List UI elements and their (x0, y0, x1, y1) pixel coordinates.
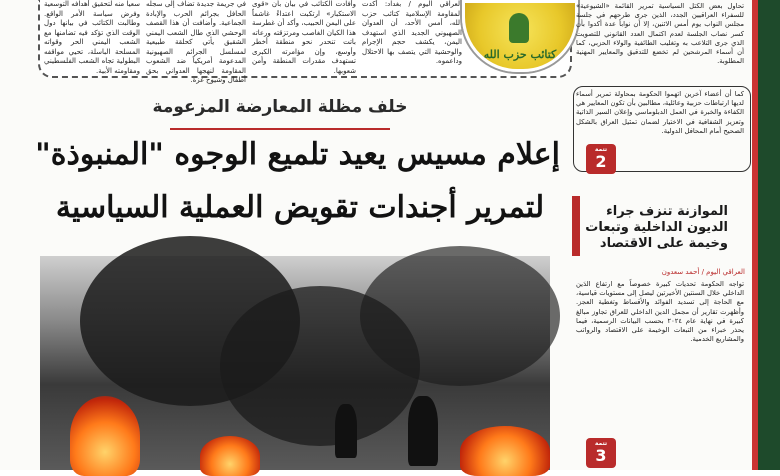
fire (200, 436, 260, 476)
top-column-2: في جريمة جديدة تضاف إلى سجله الحافل بجرائم الحرب والإبادة الجماعية. وأضافت أن هذا القصف الوحشي الذي طال الشعب اليمني الشقيق يأتي كحلقة طبيعية لمسلسل الجرائم الصهيونية المدعومة أمريكياً ضد الشعوب المقاومة لنهجها العدواني بحق أطفال وشيوخ غزة. (146, 0, 246, 84)
headline-line-2: لتمرير أجندات تقويض العملية السياسية (55, 190, 545, 225)
side-article-byline: العراقي اليوم / أحمد سعدون (661, 268, 745, 276)
top-column-4: العراقي اليوم / بغداد: أكدت المقاومة الإسلامية كتائب حزب الله، أمس الأحد، أن العدوان الصهيوني الجديد الذي استهدف اليمن، يكشف حجم الإجرام والوحشية التي يتصف بها الاحتلال وداعموه. (362, 0, 462, 65)
continued-page-number: 3 (595, 446, 607, 465)
subheadline: خلف مظلة المعارضة المزعومة (152, 97, 408, 117)
continued-label: تتمة (594, 146, 608, 153)
fire (70, 396, 140, 476)
person-figure (408, 396, 438, 466)
top-column-1: سعيا منه لتحقيق أهدافه التوسعية وفرض سياسة الأمر الواقع. وطالبت الكتائب في بيانها دول الوقت الذي تؤكد فيه تضامنها مع الشعب اليمني الحر وقواته المسلحة الباسلة، تحيي مواقفه البطولية تجاه الشعب الفلسطيني ومقاومته الأبية. (44, 0, 140, 75)
continued-badge-2 (586, 438, 616, 468)
headline-line-1: إعلام مسيس يعيد تلميع الوجوه "المنبوذة" (35, 137, 560, 172)
top-column-3: وأفادت الكتائب في بيان بأن «قوى الاستكبار» ارتكبت اعتداءً غاشماً على اليمن الحبيب، وأكد أن غطرسة هذا الكيان الغاصب ومرتزقته ورعاته باتت تنحدر نحو منطقة أخطر وأوسع، وإن مؤامرته الكبرى تستهدف مقدرات المنطقة وأمن شعوبها. (252, 0, 356, 75)
fire (460, 426, 550, 476)
side-article-title: الموازنة تنزف جراء الديون الداخلية وتبعات وخيمة على الاقتصاد (585, 204, 728, 251)
right-article-text-mid: كما أن أعضاء آخرين اتهموا الحكومة بمحاولة تمرير أسماء لديها ارتباطات حزبية وعائلية، مطالبين بأن تكون المعايير هي الكفاءة والخبرة في العمل الدبلوماسي وإعلان السير الذاتية وتعزيز الشفافية في الاختيار لضمان تمثيل العراق بالشكل الصحيح أمام المحافل الدولية. (576, 90, 744, 135)
right-article-text-top: تحاول بعض الكتل السياسية تمرير القائمة «الشيوعية» للسفراء العراقيين الجدد، الذين جرى طرحهم في جلسة مجلس النواب يوم أمس الاثنين، إلا أن نواباً عدة أكدوا بأن كسر نصاب الجلسة لعدم اكتمال العدد القانوني للتصويت الذي جرى التلاعب به وتغليب الطائفية والولاء الحزبي، كما أن أسماء المرشحين لم تخضع للتدقيق والمعايير المهنية المطلوبة. (576, 2, 744, 66)
person-figure (335, 404, 357, 458)
edge-accent (752, 0, 758, 470)
subheadline-divider (170, 128, 390, 130)
continued-page-number: 2 (595, 152, 607, 171)
continued-label: تتمة (594, 440, 608, 447)
raised-arm-icon (509, 13, 529, 43)
news-photo (40, 256, 550, 470)
side-article-text: تواجه الحكومة تحديات كبيرة خصوصاً مع ارتفاع الدَين الداخلي خلال السنتين الأخيرتين ليصل إلى مستويات قياسية، مع الحاجة إلى تسديد الفوائد والأقساط وتغطية العجز. وأظهرت تقارير أن مجمل الدين الداخلي للعراق تجاوز مبالغ كبيرة في نهاية عام ٢٠٢٤ بحسب البيانات الرسمية، فيما يحذر خبراء من التبعات الوخيمة على الاقتصاد والرواتب والمشاريع الخدمية. (576, 280, 744, 344)
smoke-cloud (360, 246, 560, 386)
logo-caption: كتائب حزب الله (483, 48, 557, 61)
continued-badge-1 (586, 144, 616, 174)
